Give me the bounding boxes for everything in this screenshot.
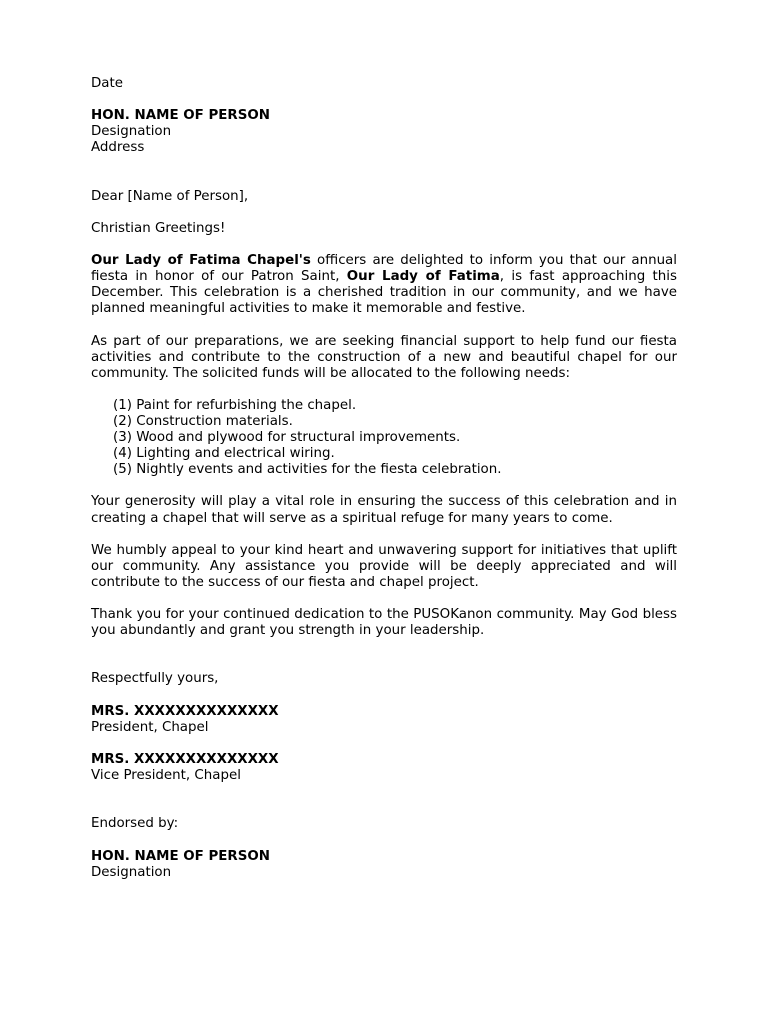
list-item: (5) Nightly events and activities for the fiesta celebration.	[113, 462, 502, 478]
signatory-title: Vice President, Chapel	[91, 768, 241, 784]
paragraph-preparations: As part of our preparations, we are seeking financial support to help fund our fiesta activities and contribute to the construction of a new and beautiful chapel for our community. The solicited funds will be allocated to the following needs:	[91, 333, 677, 381]
list-item: (4) Lighting and electrical wiring.	[113, 446, 335, 462]
paragraph-thanks: Thank you for your continued dedication to the PUSOKanon community. May God bless you abundantly and grant you strength in your leadership.	[91, 607, 677, 639]
needs-list	[91, 398, 677, 478]
signatory-title: President, Chapel	[91, 719, 209, 735]
patron-saint-bold: Our Lady of Fatima	[346, 269, 500, 285]
endorsed-label: Endorsed by:	[91, 816, 179, 832]
salutation: Dear [Name of Person],	[91, 188, 249, 204]
date-line: Date	[91, 76, 124, 91]
endorser-name: HON. NAME OF PERSON	[91, 848, 270, 864]
endorser-designation: Designation	[91, 864, 172, 880]
closing: Respectfully yours,	[91, 671, 219, 687]
signatory-name: MRS. XXXXXXXXXXXXXX	[91, 703, 279, 719]
recipient-address: Address	[91, 140, 145, 156]
chapel-name-bold: Our Lady of Fatima Chapel's	[91, 253, 311, 269]
list-item: (3) Wood and plywood for structural improvements.	[113, 430, 461, 446]
list-item: (2) Construction materials.	[113, 413, 293, 429]
signatory-name: MRS. XXXXXXXXXXXXXX	[91, 751, 279, 767]
intro-text-2: , is fast approaching this December. This celebration is a cherished tradition in our community, and we have planned meaningful activities to make it memorable and festive.	[91, 269, 677, 317]
intro-text-1: officers are delighted to inform you that our annual fiesta in honor of our Patron Saint,	[91, 253, 677, 285]
paragraph-intro	[91, 253, 677, 317]
list-item: (1) Paint for refurbishing the chapel.	[113, 397, 357, 413]
paragraph-appeal: We humbly appeal to your kind heart and unwavering support for initiatives that uplift our community. Any assistance you provide will be deeply appreciated and will contribute to the success of our fiesta and chapel project.	[91, 542, 677, 590]
recipient-designation: Designation	[91, 124, 172, 140]
letter-body	[91, 76, 677, 881]
paragraph-generosity: Your generosity will play a vital role in ensuring the success of this celebration and in creating a chapel that will serve as a spiritual refuge for many years to come.	[91, 494, 677, 526]
greeting: Christian Greetings!	[91, 220, 226, 236]
recipient-name: HON. NAME OF PERSON	[91, 108, 270, 124]
